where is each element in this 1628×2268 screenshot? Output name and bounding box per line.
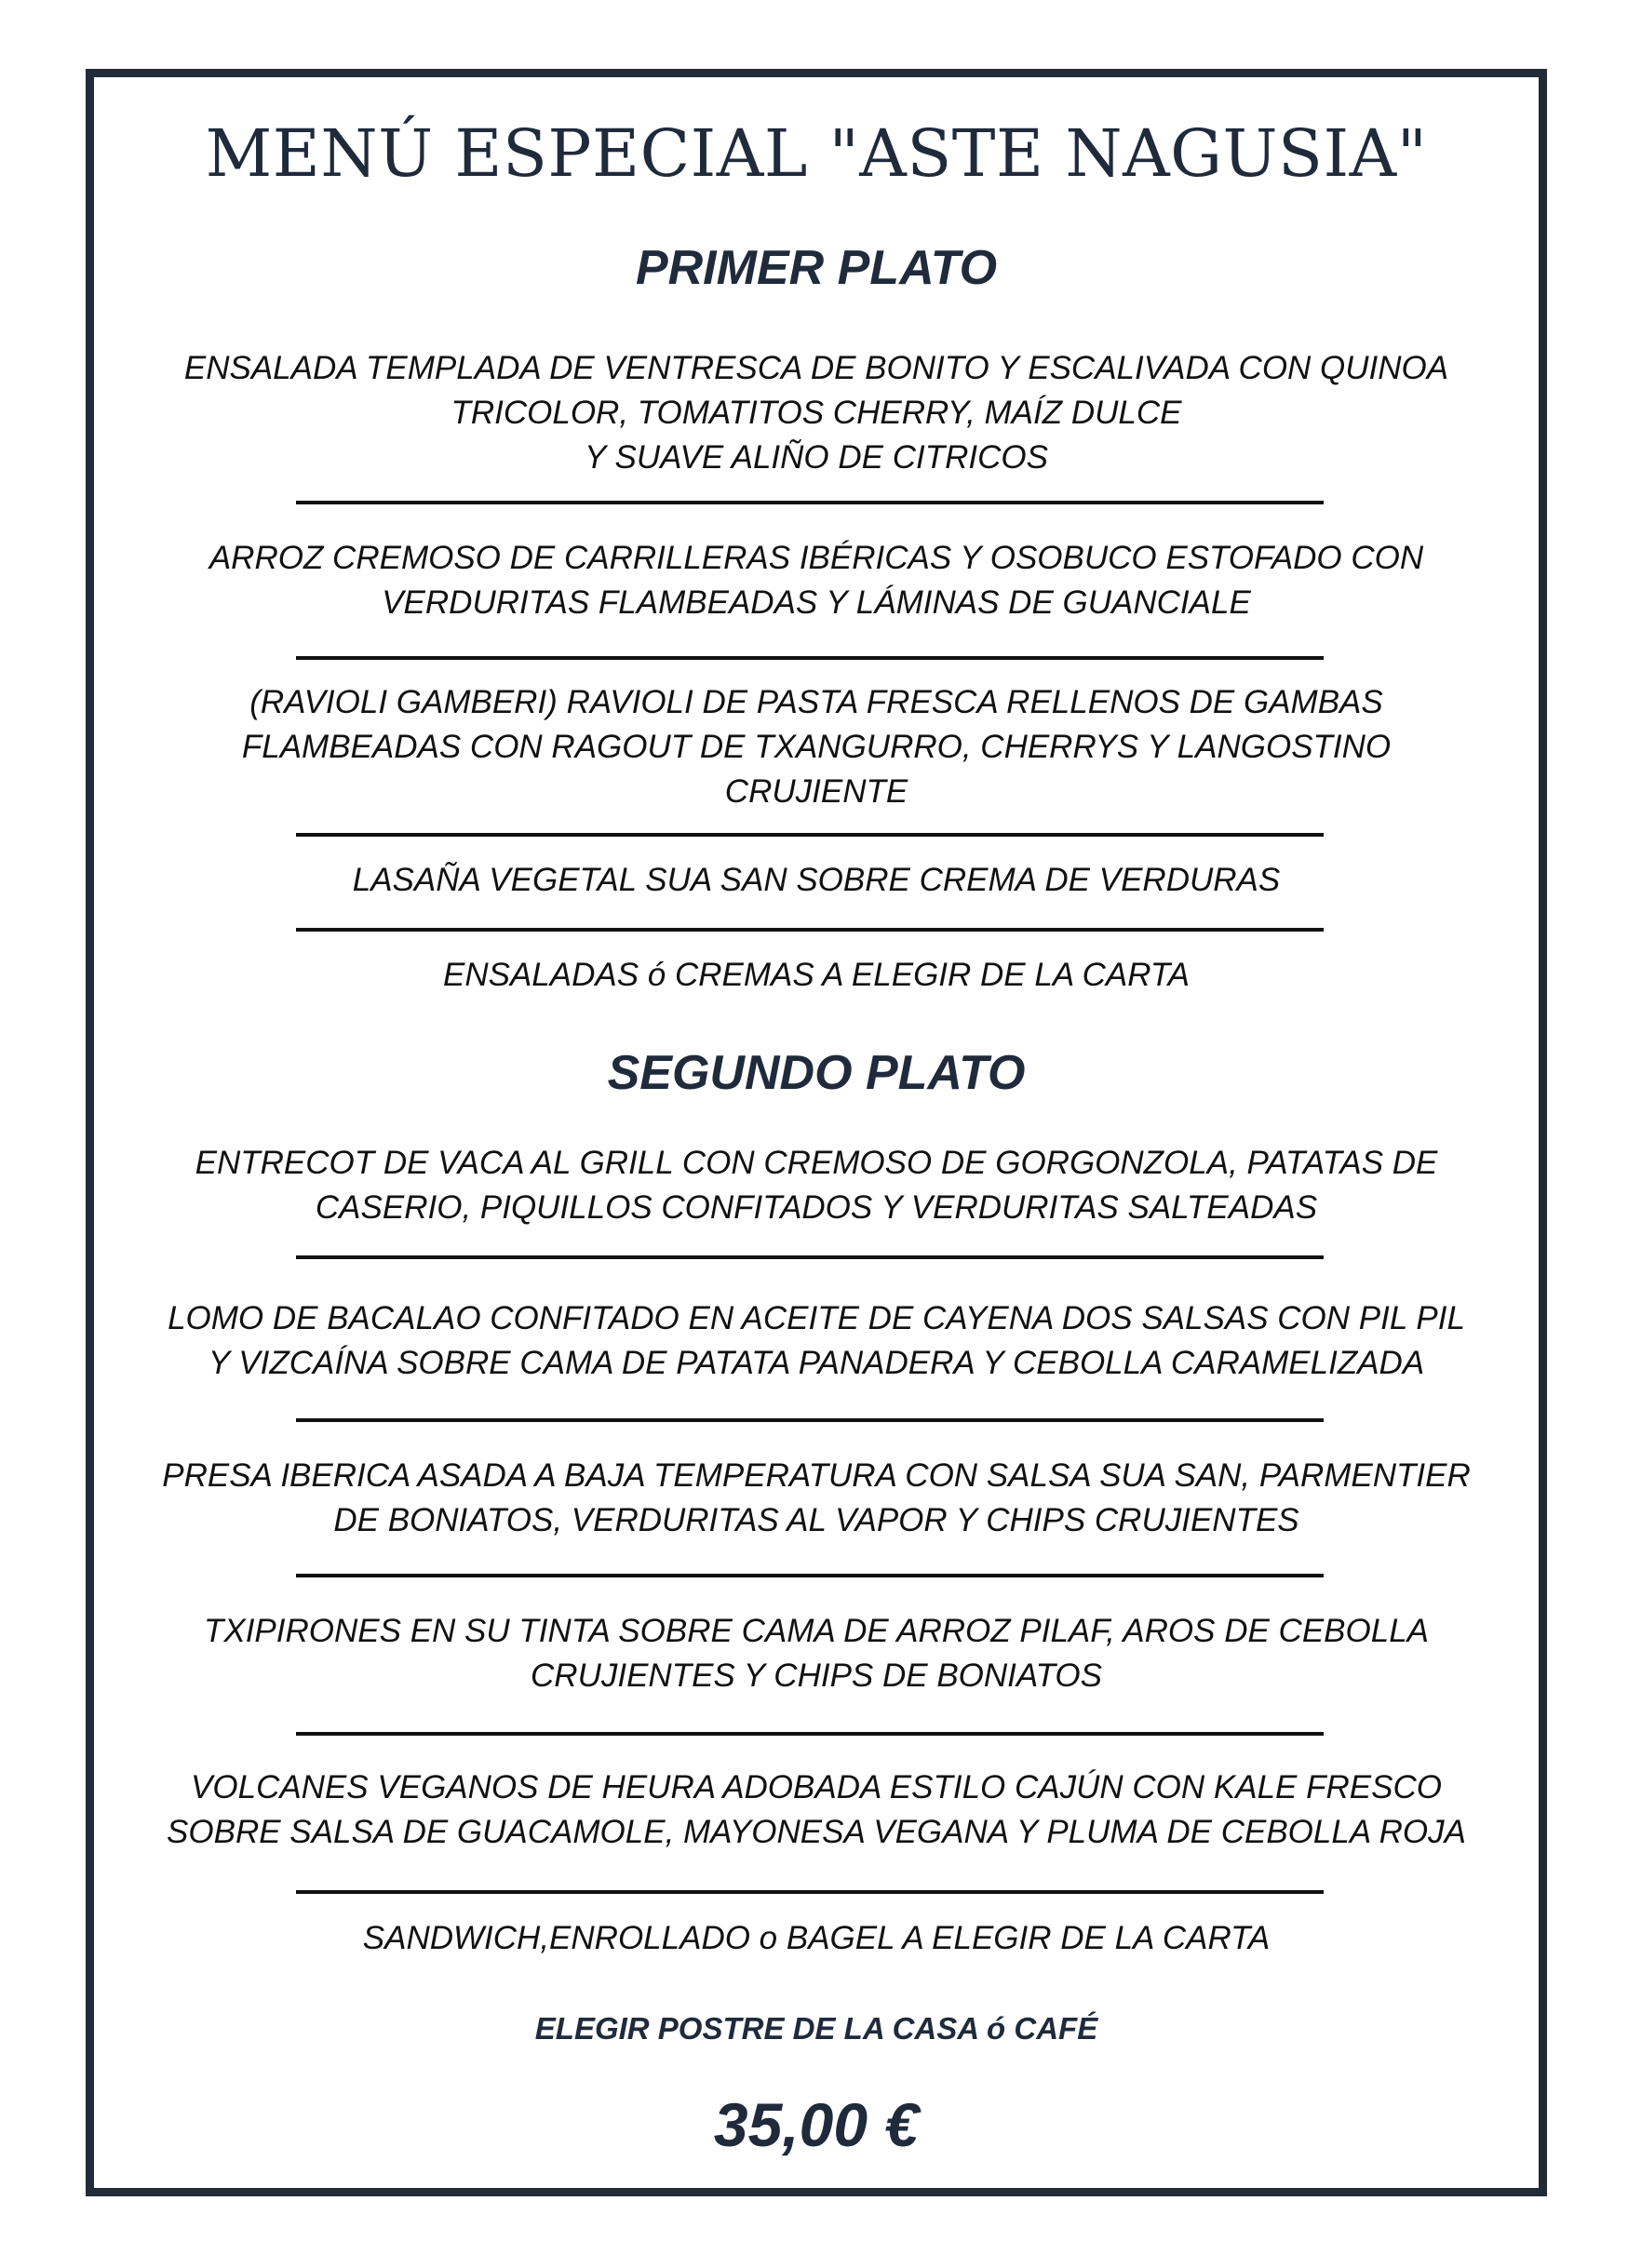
divider [296, 1574, 1324, 1577]
second-course-dish-1 [86, 1141, 1547, 1230]
first-course-dish-2 [86, 536, 1547, 625]
second-course-heading: SEGUNDO PLATO [607, 1046, 1026, 1100]
menu-price: 35,00 € [713, 2090, 920, 2159]
dish-line: ARROZ CREMOSO DE CARRILLERAS IBÉRICAS Y OSOBUCO ESTOFADO CON VERDURITAS FLAMBEADAS Y LÁMINAS DE GUANCIALE [209, 540, 1424, 621]
divider [296, 833, 1324, 837]
divider [296, 1418, 1324, 1422]
second-course-dish-3 [86, 1454, 1547, 1543]
divider [296, 501, 1324, 504]
second-course-dish-5 [86, 1765, 1547, 1855]
second-course-dish-4 [86, 1609, 1547, 1698]
first-course-dish-5 [86, 953, 1547, 998]
dish-line: LOMO DE BACALAO CONFITADO EN ACEITE DE CAYENA DOS SALSAS CON PIL PIL Y VIZCAÍNA SOBRE CAMA DE PATATA PANADERA Y CEBOLLA CARAMELIZADA [168, 1300, 1465, 1381]
dessert-note: ELEGIR POSTRE DE LA CASA ó CAFÉ [534, 2011, 1098, 2046]
divider [296, 928, 1324, 932]
dish-line: ENSALADA TEMPLADA DE VENTRESCA DE BONITO Y ESCALIVADA CON QUINOA TRICOLOR, TOMATITOS CHERRY, MAÍZ DULCE Y SUAVE ALIÑO DE CITRICOS [183, 350, 1449, 476]
dish-line: ENTRECOT DE VACA AL GRILL CON CREMOSO DE GORGONZOLA, PATATAS DE CASERIO, PIQUILLOS CONFITADOS Y VERDURITAS SALTEADAS [195, 1145, 1438, 1226]
dish-line: (RAVIOLI GAMBERI) RAVIOLI DE PASTA FRESCA RELLENOS DE GAMBAS FLAMBEADAS CON RAGOUT DE TXANGURRO, CHERRYS Y LANGOSTINO CRUJIENTE [241, 684, 1392, 810]
dish-line: LASAÑA VEGETAL SUA SAN SOBRE CREMA DE VERDURAS [352, 862, 1281, 898]
divider [296, 1890, 1324, 1894]
dish-line: TXIPIRONES EN SU TINTA SOBRE CAMA DE ARROZ PILAF, AROS DE CEBOLLA CRUJIENTES Y CHIPS DE BONIATOS [203, 1613, 1430, 1694]
dish-line: ENSALADAS ó CREMAS A ELEGIR DE LA CARTA [442, 957, 1190, 993]
first-course-dish-4 [86, 858, 1547, 903]
divider [296, 1732, 1324, 1736]
divider [296, 656, 1324, 660]
divider [296, 1255, 1324, 1259]
dish-line: PRESA IBERICA ASADA A BAJA TEMPERATURA CON SALSA SUA SAN, PARMENTIER DE BONIATOS, VERDURITAS AL VAPOR Y CHIPS CRUJIENTES [162, 1457, 1471, 1538]
menu-title: MENÚ ESPECIAL "ASTE NAGUSIA" [205, 115, 1428, 192]
first-course-heading: PRIMER PLATO [635, 241, 998, 295]
second-course-dish-2 [86, 1296, 1547, 1386]
dish-line: SANDWICH,ENROLLADO o BAGEL A ELEGIR DE LA CARTA [362, 1920, 1271, 1956]
first-course-dish-1 [86, 346, 1547, 480]
second-course-dish-6 [86, 1916, 1547, 1961]
dish-line: VOLCANES VEGANOS DE HEURA ADOBADA ESTILO CAJÚN CON KALE FRESCO SOBRE SALSA DE GUACAMOLE, MAYONESA VEGANA Y PLUMA DE CEBOLLA ROJA [167, 1769, 1466, 1850]
first-course-dish-3 [86, 680, 1547, 814]
